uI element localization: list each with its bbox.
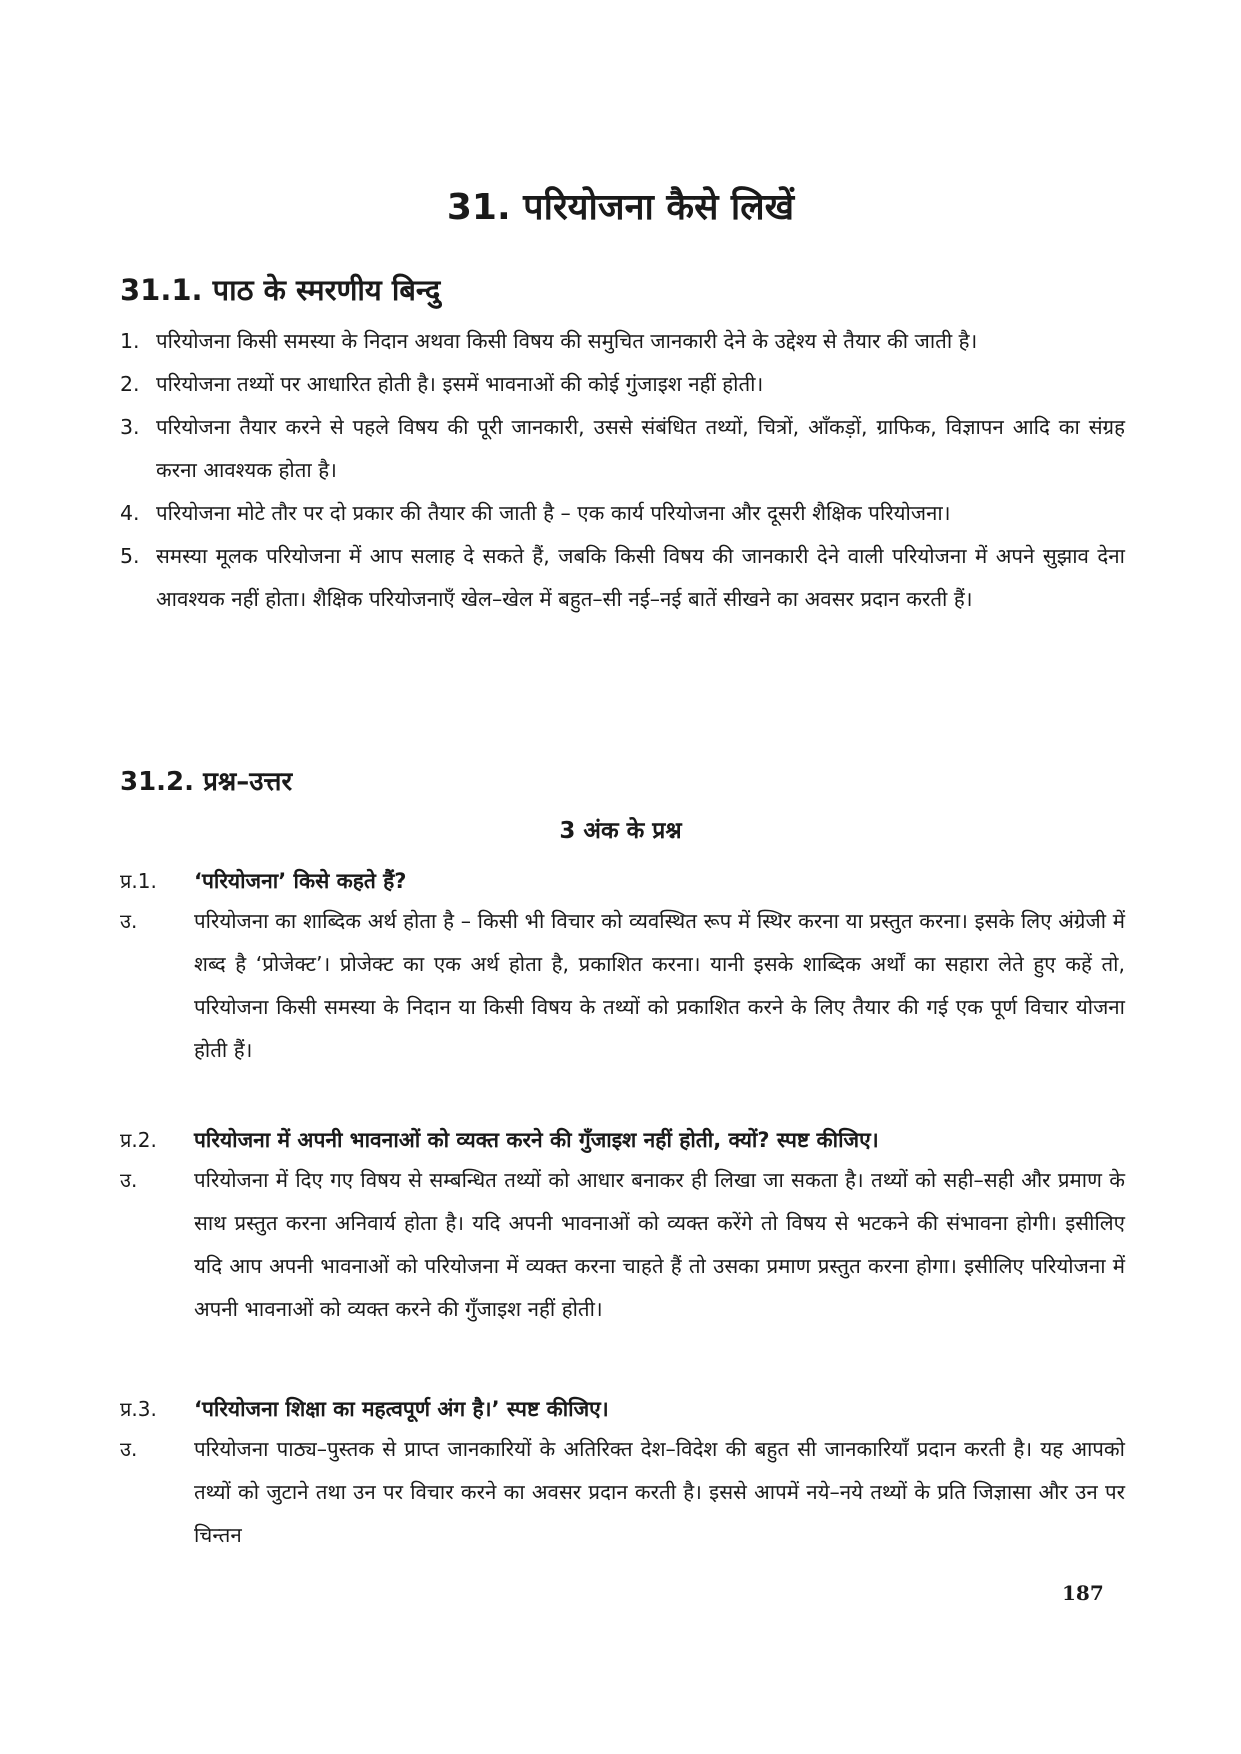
list-item (120, 320, 1125, 363)
question-text: ‘परियोजना’ किसे कहते हैं? (194, 869, 407, 893)
answer-label: उ. (120, 909, 138, 933)
question-block (120, 1121, 1125, 1331)
question-label: प्र.1. (120, 869, 157, 893)
answer-text: परियोजना पाठ्य–पुस्तक से प्राप्त जानकारियों के अतिरिक्त देश–विदेश की बहुत सी जानकारियाँ प्रदान करती है। यह आपको तथ्यों को जुटाने तथा उन पर विचार करने का अवसर प्रदान करती है। इससे आपमें नये–नये तथ्यों के प्रति जिज्ञासा और उन पर चिन्तन (194, 1437, 1125, 1547)
chapter-title: 31. परियोजना कैसे लिखें (446, 187, 795, 228)
question-block (120, 862, 1125, 1072)
question-text: ‘परियोजना शिक्षा का महत्वपूर्ण अंग है।’ स्पष्ट कीजिए। (194, 1397, 609, 1421)
list-item (120, 406, 1125, 492)
key-points-list (120, 320, 1125, 621)
question-label: प्र.3. (120, 1397, 157, 1421)
answer-text: परियोजना का शाब्दिक अर्थ होता है – किसी भी विचार को व्यवस्थित रूप में स्थिर करना या प्रस्तुत करना। इसके लिए अंग्रेजी में शब्द है ‘प्रोजेक्ट’। प्रोजेक्ट का एक अर्थ होता है, प्रकाशित करना। यानी इसके शाब्दिक अर्थों का सहारा लेते हुए कहें तो, परियोजना किसी समस्या के निदान या किसी विषय के तथ्यों को प्रकाशित करने के लिए तैयार की गई एक पूर्ण विचार योजना होती हैं। (194, 909, 1125, 1062)
list-item-text: परियोजना किसी समस्या के निदान अथवा किसी विषय की समुचित जानकारी देने के उद्देश्य से तैयार की जाती है। (156, 329, 978, 353)
answer-label: उ. (120, 1437, 138, 1461)
list-item (120, 363, 1125, 406)
question-block (120, 1390, 1125, 1557)
list-item-number: 4. (120, 501, 140, 525)
list-item-number: 1. (120, 329, 140, 353)
answer-text: परियोजना में दिए गए विषय से सम्बन्धित तथ्यों को आधार बनाकर ही लिखा जा सकता है। तथ्यों को सही–सही और प्रमाण के साथ प्रस्तुत करना अनिवार्य होता है। यदि अपनी भावनाओं को व्यक्त करेंगे तो विषय से भटकने की संभावना होगी। इसीलिए यदि आप अपनी भावनाओं को परियोजना में व्यक्त करना चाहते हैं तो उसका प्रमाण प्रस्तुत करना होगा। इसीलिए परियोजना में अपनी भावनाओं को व्यक्त करने की गुँजाइश नहीं होती। (194, 1168, 1125, 1321)
question-text: परियोजना में अपनी भावनाओं को व्यक्त करने की गुँजाइश नहीं होती, क्यों? स्पष्ट कीजिए। (194, 1128, 879, 1152)
list-item-text: परियोजना तैयार करने से पहले विषय की पूरी जानकारी, उससे संबंधित तथ्यों, चित्रों, आँकड़ों, ग्राफिक, विज्ञापन आदि का संग्रह करना आवश्यक होता है। (156, 415, 1125, 482)
list-item-text: परियोजना तथ्यों पर आधारित होती है। इसमें भावनाओं की कोई गुंजाइश नहीं होती। (156, 372, 764, 396)
section-heading-questions: 31.2. प्रश्न–उत्तर (120, 767, 293, 797)
marks-heading: 3 अंक के प्रश्न (559, 818, 682, 844)
answer-label: उ. (120, 1168, 138, 1192)
section-heading-key-points: 31.1. पाठ के स्मरणीय बिन्दु (120, 273, 441, 307)
list-item-text: समस्या मूलक परियोजना में आप सलाह दे सकते हैं, जबकि किसी विषय की जानकारी देने वाली परियोजना में अपने सुझाव देना आवश्यक नहीं होता। शैक्षिक परियोजनाएँ खेल–खेल में बहुत–सी नई–नई बातें सीखने का अवसर प्रदान करती हैं। (156, 544, 1125, 611)
list-item (120, 535, 1125, 621)
list-item-number: 2. (120, 372, 140, 396)
list-item-number: 5. (120, 544, 140, 568)
list-item (120, 492, 1125, 535)
question-label: प्र.2. (120, 1128, 157, 1152)
list-item-text: परियोजना मोटे तौर पर दो प्रकार की तैयार की जाती है – एक कार्य परियोजना और दूसरी शैक्षिक परियोजना। (156, 501, 951, 525)
page-number: 187 (1062, 1581, 1104, 1605)
list-item-number: 3. (120, 415, 140, 439)
